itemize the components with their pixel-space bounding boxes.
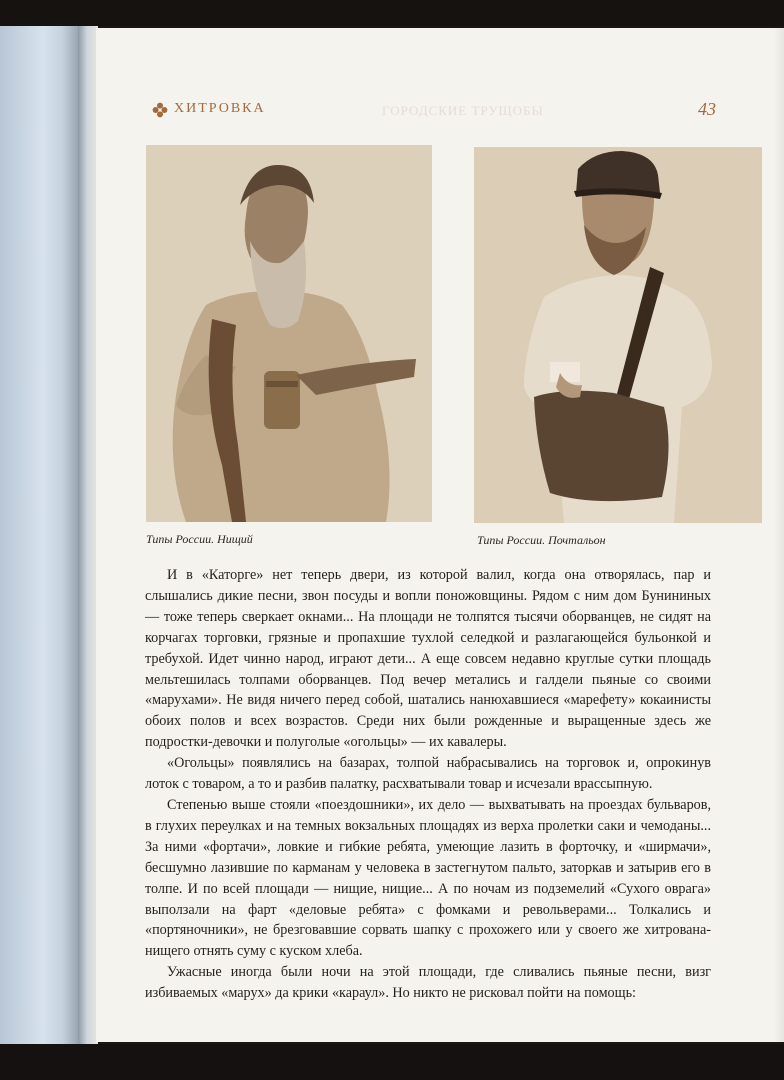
paragraph: Ужасные иногда были ночи на этой площади, где сливались пьяные песни, визг избиваемых «марух» да крики «караул». Но никто не рисковал пойти на помощь: (145, 964, 711, 1002)
body-text (145, 565, 711, 1004)
paragraph: «Огольцы» появлялись на базарах, толпой набрасывались на торговок и, опрокинув лоток с товаром, а то и разбив палатку, расхватывали товар и исчезали врассыпную. (145, 755, 711, 793)
facing-page-edge (0, 26, 78, 1044)
paragraph: И в «Каторге» нет теперь двери, из которой валил, когда она отворялась, пар и слышались дикие песни, звон посуды и вопли поножовщины. Рядом с ним дом Бунининых — тоже теперь сверкает окнами... На площади не толпятся тысячи оборванцев, не сидят на корчагах торговки, грязные и пропахшие тухлой селедкой и разлагающейся бульонкой и требухой. Идет чинно народ, играют дети... А еще совсем недавно круглые сутки площадь мельтешилась толпами оборванцев. Под вечер метались и галдели пьяные со своими «марухами». Не видя ничего перед собой, шатались нанюхавшиеся «марефету» кокаинисты обоих полов и всех возрастов. Среди них были рожденные и выращенные здесь же подростки-девочки и полуголые «огольцы» — их кавалеры. (145, 567, 711, 751)
book-gutter (78, 26, 98, 1044)
postman-photo (474, 147, 762, 523)
page-number: 43 (698, 99, 716, 119)
figure-caption: Типы России. Почтальон (477, 533, 606, 547)
beggar-photo (146, 145, 432, 522)
flower-ornament-icon (152, 102, 168, 118)
scanner-border-bottom (0, 1044, 784, 1080)
paragraph: Степенью выше стояли «поездошники», их дело — выхватывать на проездах бульваров, в глухих переулках и на темных вокзальных площадях из верха пролетки саки и чемоданы... За ними «фортачи», ловкие и гибкие ребята, умеющие лазить в форточку, и «ширмачи», бесшумно лазившие по карманам у человека в застегнутом пальто, заторкав и затырив его в толпе. И по всей площади — нищие, нищие... А по ночам из подземелий «Сухого оврага» выползали на фарт «деловые ребята» с фомками и револьверами... Толкались и «портяночники», не брезговавшие сорвать шапку с прохожего или у своего же хитрована-нищего отнять суму с куском хлеба. (145, 796, 711, 960)
section-title: ХИТРОВКА (174, 101, 266, 116)
scanner-border-top (0, 0, 784, 26)
figure-caption: Типы России. Нищий (146, 532, 253, 546)
bleed-through-text: ГОРОДСКИЕ ТРУЩОБЫ (382, 103, 544, 118)
running-header (152, 101, 722, 125)
